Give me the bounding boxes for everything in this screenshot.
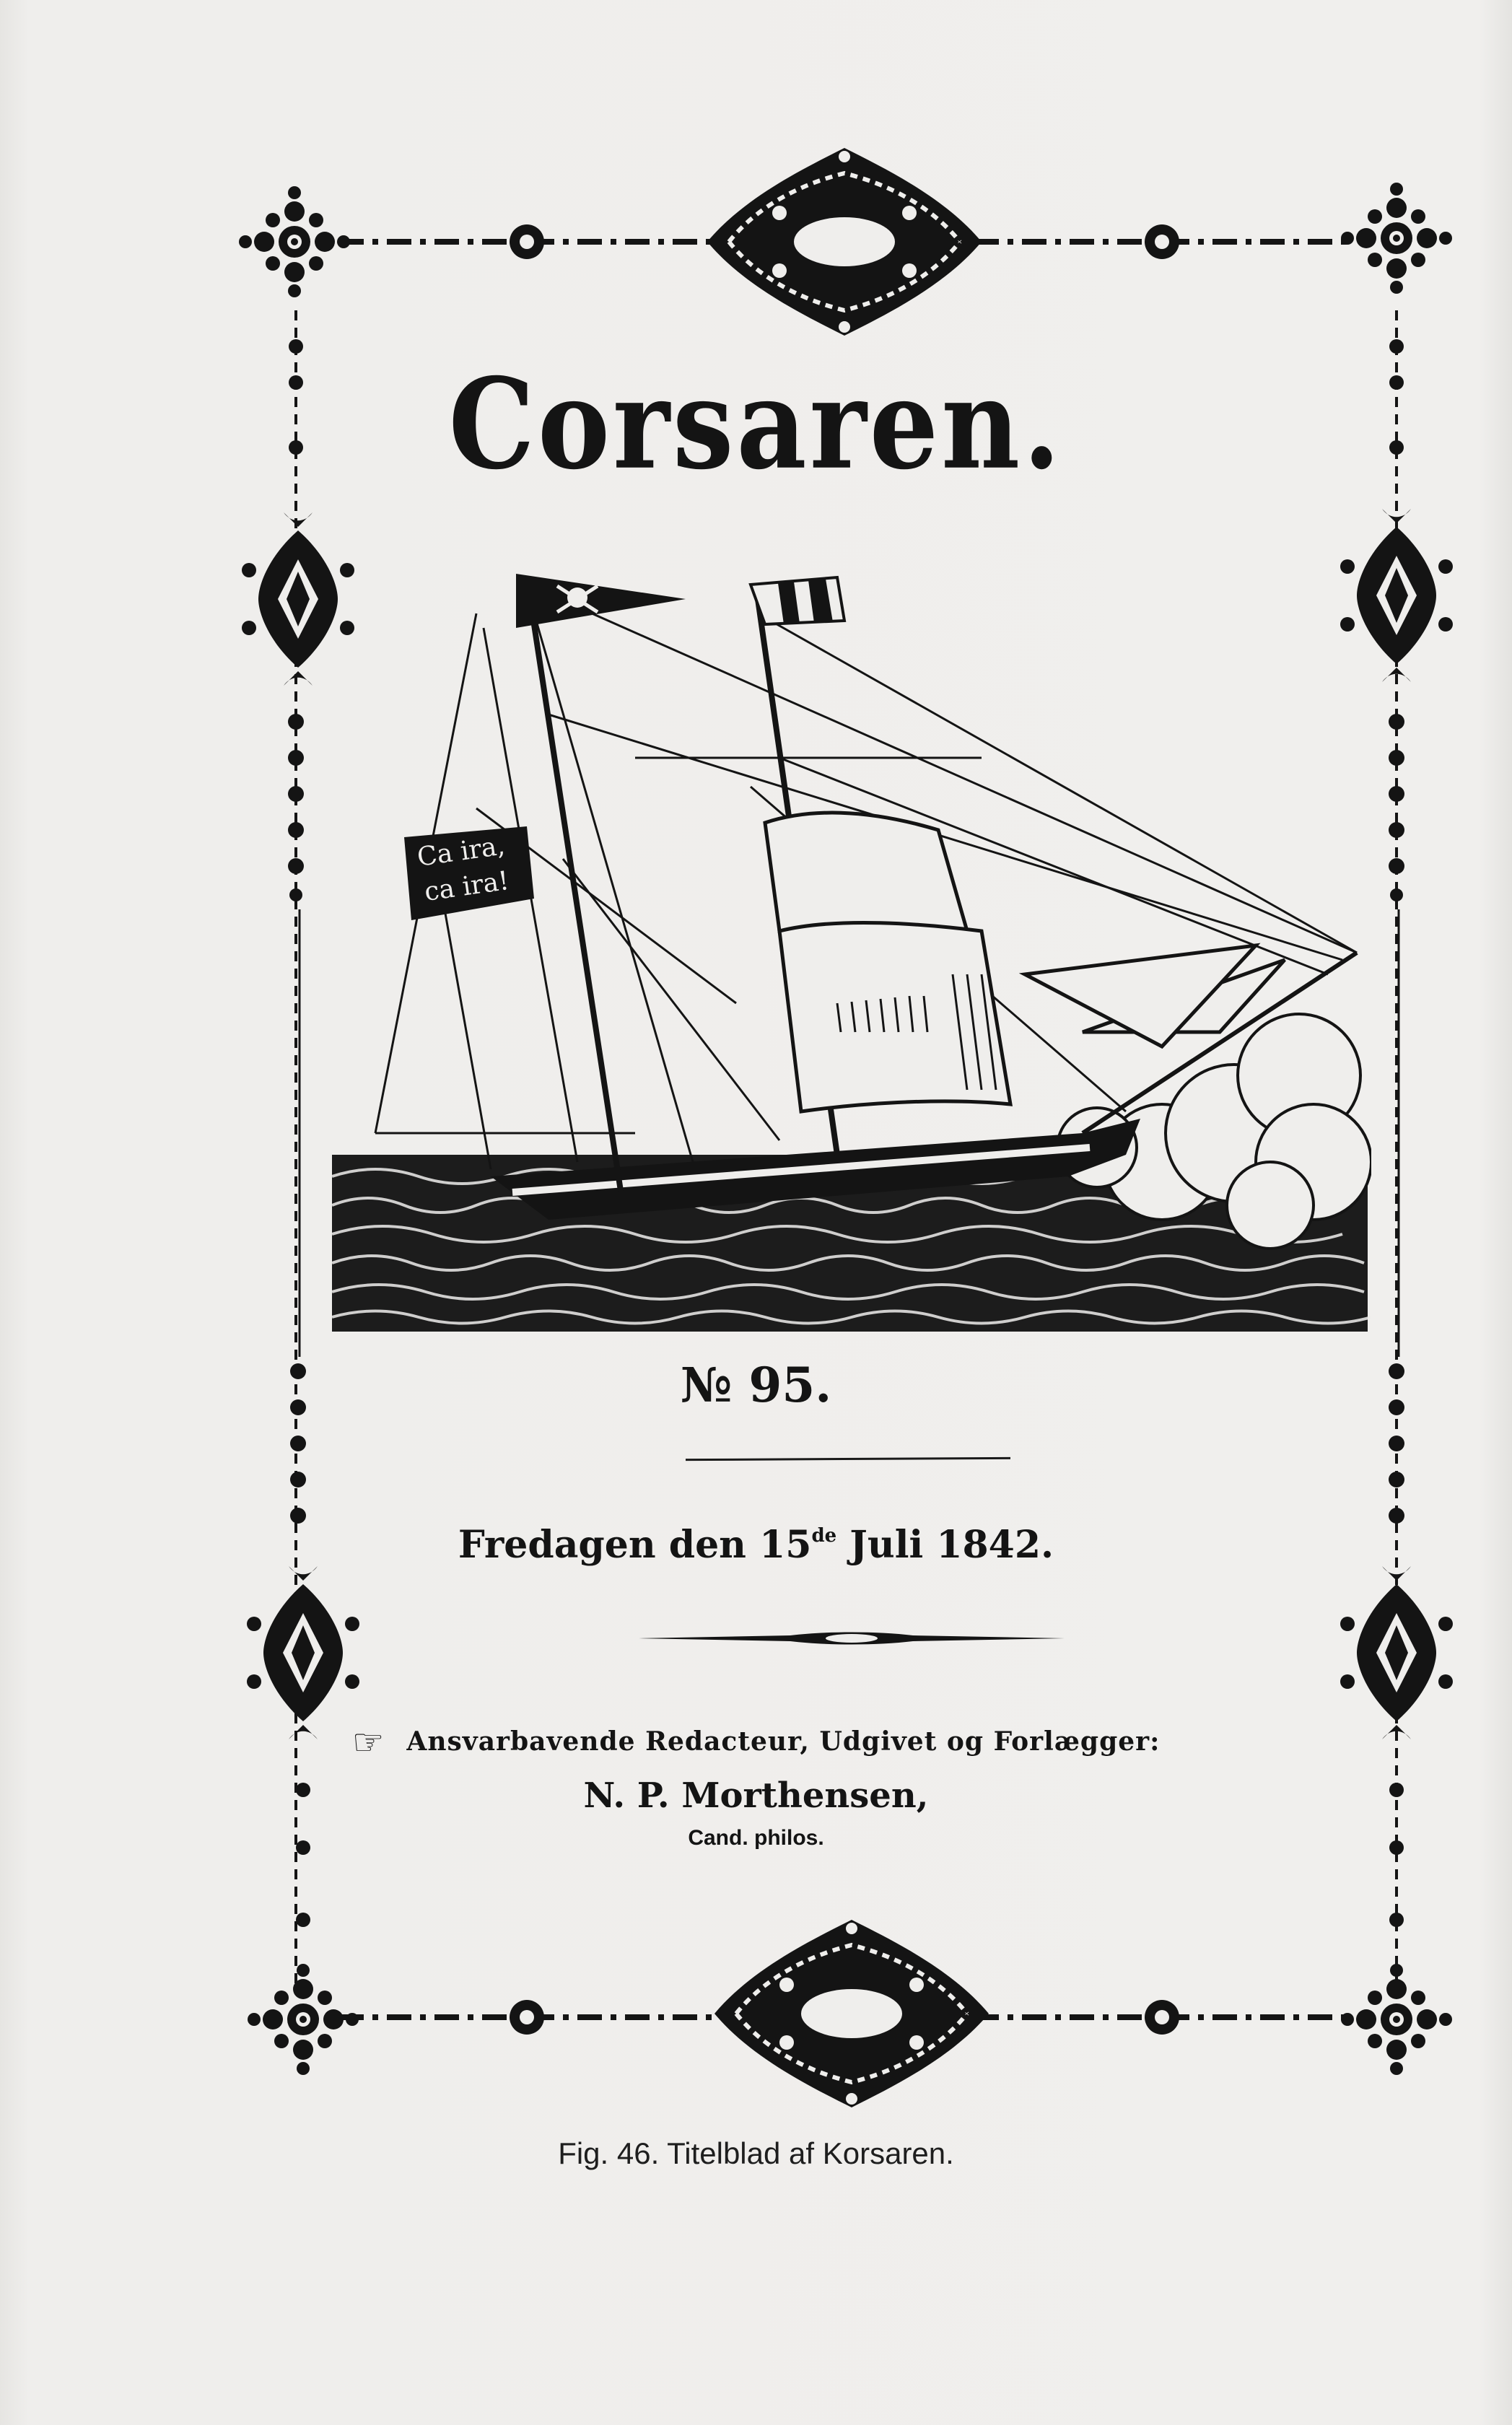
date-prefix: Fredagen den 15 [458,1523,812,1567]
pointing-hand-icon: ☞ [351,1721,385,1763]
masthead-title: Corsaren. [448,351,1064,498]
date-suffix: Juli 1842. [836,1523,1054,1567]
editor-title: Cand. philos. [688,1826,824,1850]
responsible-line [0,1721,1512,1763]
date-ordinal: de [811,1525,837,1547]
tricolor-flag [751,577,844,624]
editor-name: N. P. Morthensen, [583,1775,929,1816]
issue-number: № 95. [680,1357,832,1413]
banner-line-2: ca ira! [422,865,511,907]
ship-sails [765,813,1285,1111]
tapered-rule [639,1630,1065,1647]
issue-date [0,1523,1512,1567]
pirate-flag [516,574,686,628]
ship-engraving [332,570,1371,1335]
responsible-label: Ansvarbavende Redacteur, Udgivet og Forlægger: [406,1726,1161,1757]
ca-ira-banner [404,826,534,920]
banner-line-1: Ca ira, [415,831,507,873]
figure-caption: Fig. 46. Titelblad af Korsaren. [558,2136,954,2170]
